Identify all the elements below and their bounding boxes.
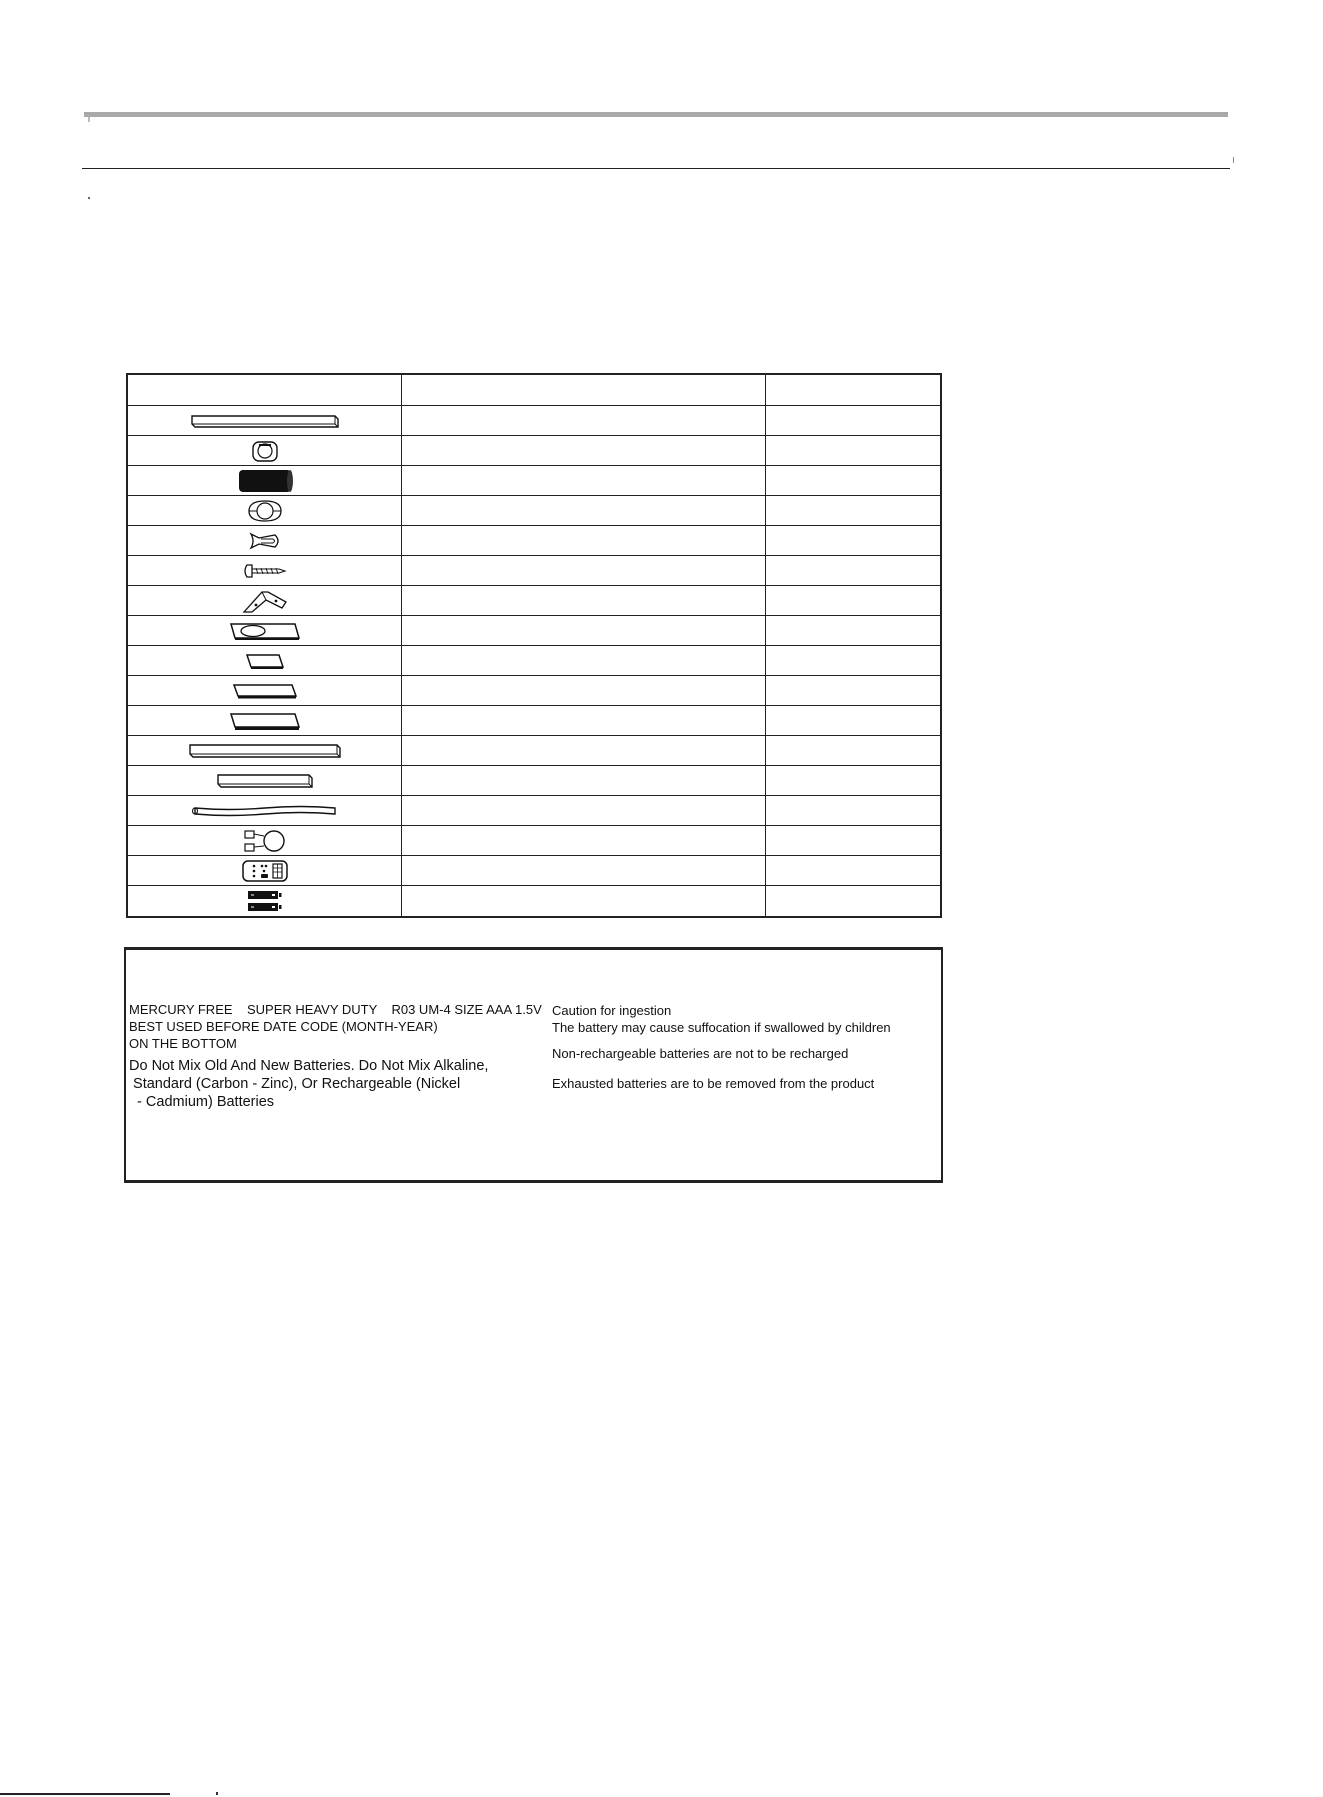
- part-qty: [766, 496, 942, 525]
- part-qty: [766, 406, 942, 435]
- table-row: [128, 435, 940, 465]
- suffocation-warning: The battery may cause suffocation if swallowed by children: [552, 1020, 891, 1035]
- part-name: [402, 436, 765, 465]
- part-name: [402, 556, 765, 585]
- mixing-warning-line-2: Standard (Carbon - Zinc), Or Rechargeable (Nickel: [129, 1076, 461, 1092]
- header-rule: [82, 168, 1230, 169]
- best-used-before-line: BEST USED BEFORE DATE CODE (MONTH-YEAR): [129, 1019, 438, 1034]
- wide-panel-icon: [128, 706, 401, 735]
- table-row: [128, 495, 940, 525]
- drain-connector-icon: [128, 826, 401, 855]
- table-row: [128, 405, 940, 435]
- drain-tube-icon: [128, 796, 401, 825]
- screw-icon: [128, 556, 401, 585]
- remote-control-icon: [128, 856, 401, 885]
- part-name: [402, 796, 765, 825]
- part-name: [402, 466, 765, 495]
- table-row: [128, 675, 940, 705]
- part-qty: [766, 586, 942, 615]
- part-name: [402, 856, 765, 885]
- table-row: [128, 525, 940, 555]
- small-panel-icon: [128, 646, 401, 675]
- part-qty: [766, 736, 942, 765]
- long-bar-icon: [128, 736, 401, 765]
- part-name: [402, 736, 765, 765]
- part-qty: [766, 856, 942, 885]
- mixing-warning-line-1: Do Not Mix Old And New Batteries. Do Not Mix Alkaline,: [129, 1058, 489, 1074]
- part-name: [402, 496, 765, 525]
- dot-mark: [88, 197, 90, 199]
- part-name: [402, 646, 765, 675]
- part-name: [402, 586, 765, 615]
- part-qty: [766, 676, 942, 705]
- table-row: [128, 615, 940, 645]
- window-slider-icon: [128, 616, 401, 645]
- short-bar-icon: [128, 766, 401, 795]
- battery-notice-left: [129, 1001, 542, 1111]
- table-row: [128, 585, 940, 615]
- part-name: [402, 826, 765, 855]
- edge-tick-mark: [1233, 157, 1234, 163]
- aaa-batteries-icon: [128, 886, 401, 916]
- bracket-icon: [128, 586, 401, 615]
- table-header-row: [128, 375, 940, 405]
- table-row: [128, 795, 940, 825]
- part-qty: [766, 886, 942, 916]
- part-name: [402, 616, 765, 645]
- rule-tick-mark: [88, 117, 90, 122]
- part-qty: [766, 826, 942, 855]
- header-cell-illustration: [128, 375, 401, 405]
- clip-icon: [128, 526, 401, 555]
- table-row: [128, 705, 940, 735]
- header-cell-quantity: [766, 375, 942, 405]
- table-row: [128, 825, 940, 855]
- table-row: [128, 765, 940, 795]
- part-qty: [766, 766, 942, 795]
- footer-mark: [216, 1792, 218, 1795]
- ingestion-caution-title: Caution for ingestion: [552, 1003, 672, 1018]
- part-qty: [766, 466, 942, 495]
- part-name: [402, 706, 765, 735]
- hose-adapter-icon: [128, 436, 401, 465]
- battery-notice-box: [124, 947, 943, 1183]
- footer-rule: [0, 1793, 170, 1795]
- battery-notice-right: [552, 1002, 891, 1092]
- date-code-location-line: ON THE BOTTOM: [129, 1036, 237, 1051]
- table-row: [128, 555, 940, 585]
- part-qty: [766, 646, 942, 675]
- medium-panel-icon: [128, 676, 401, 705]
- part-qty: [766, 556, 942, 585]
- battery-spec-line: MERCURY FREE SUPER HEAVY DUTY R03 UM-4 SIZE AAA 1.5V: [129, 1002, 542, 1017]
- part-name: [402, 886, 765, 916]
- mixing-warning-line-3: - Cadmium) Batteries: [129, 1094, 275, 1110]
- parts-table: [126, 373, 942, 918]
- part-qty: [766, 796, 942, 825]
- part-name: [402, 766, 765, 795]
- long-bar-icon: [128, 406, 401, 435]
- window-adapter-icon: [128, 496, 401, 525]
- table-row: [128, 855, 940, 885]
- remove-exhausted-warning: Exhausted batteries are to be removed from the product: [552, 1076, 875, 1091]
- exhaust-hose-icon: [128, 466, 401, 495]
- table-row: [128, 645, 940, 675]
- part-qty: [766, 526, 942, 555]
- part-qty: [766, 706, 942, 735]
- header-cell-part-name: [402, 375, 765, 405]
- table-row: [128, 885, 940, 916]
- table-row: [128, 465, 940, 495]
- part-qty: [766, 616, 942, 645]
- part-name: [402, 526, 765, 555]
- part-name: [402, 406, 765, 435]
- no-recharge-warning: Non-rechargeable batteries are not to be recharged: [552, 1046, 849, 1061]
- top-grey-rule: [84, 112, 1228, 117]
- part-name: [402, 676, 765, 705]
- table-row: [128, 735, 940, 765]
- part-qty: [766, 436, 942, 465]
